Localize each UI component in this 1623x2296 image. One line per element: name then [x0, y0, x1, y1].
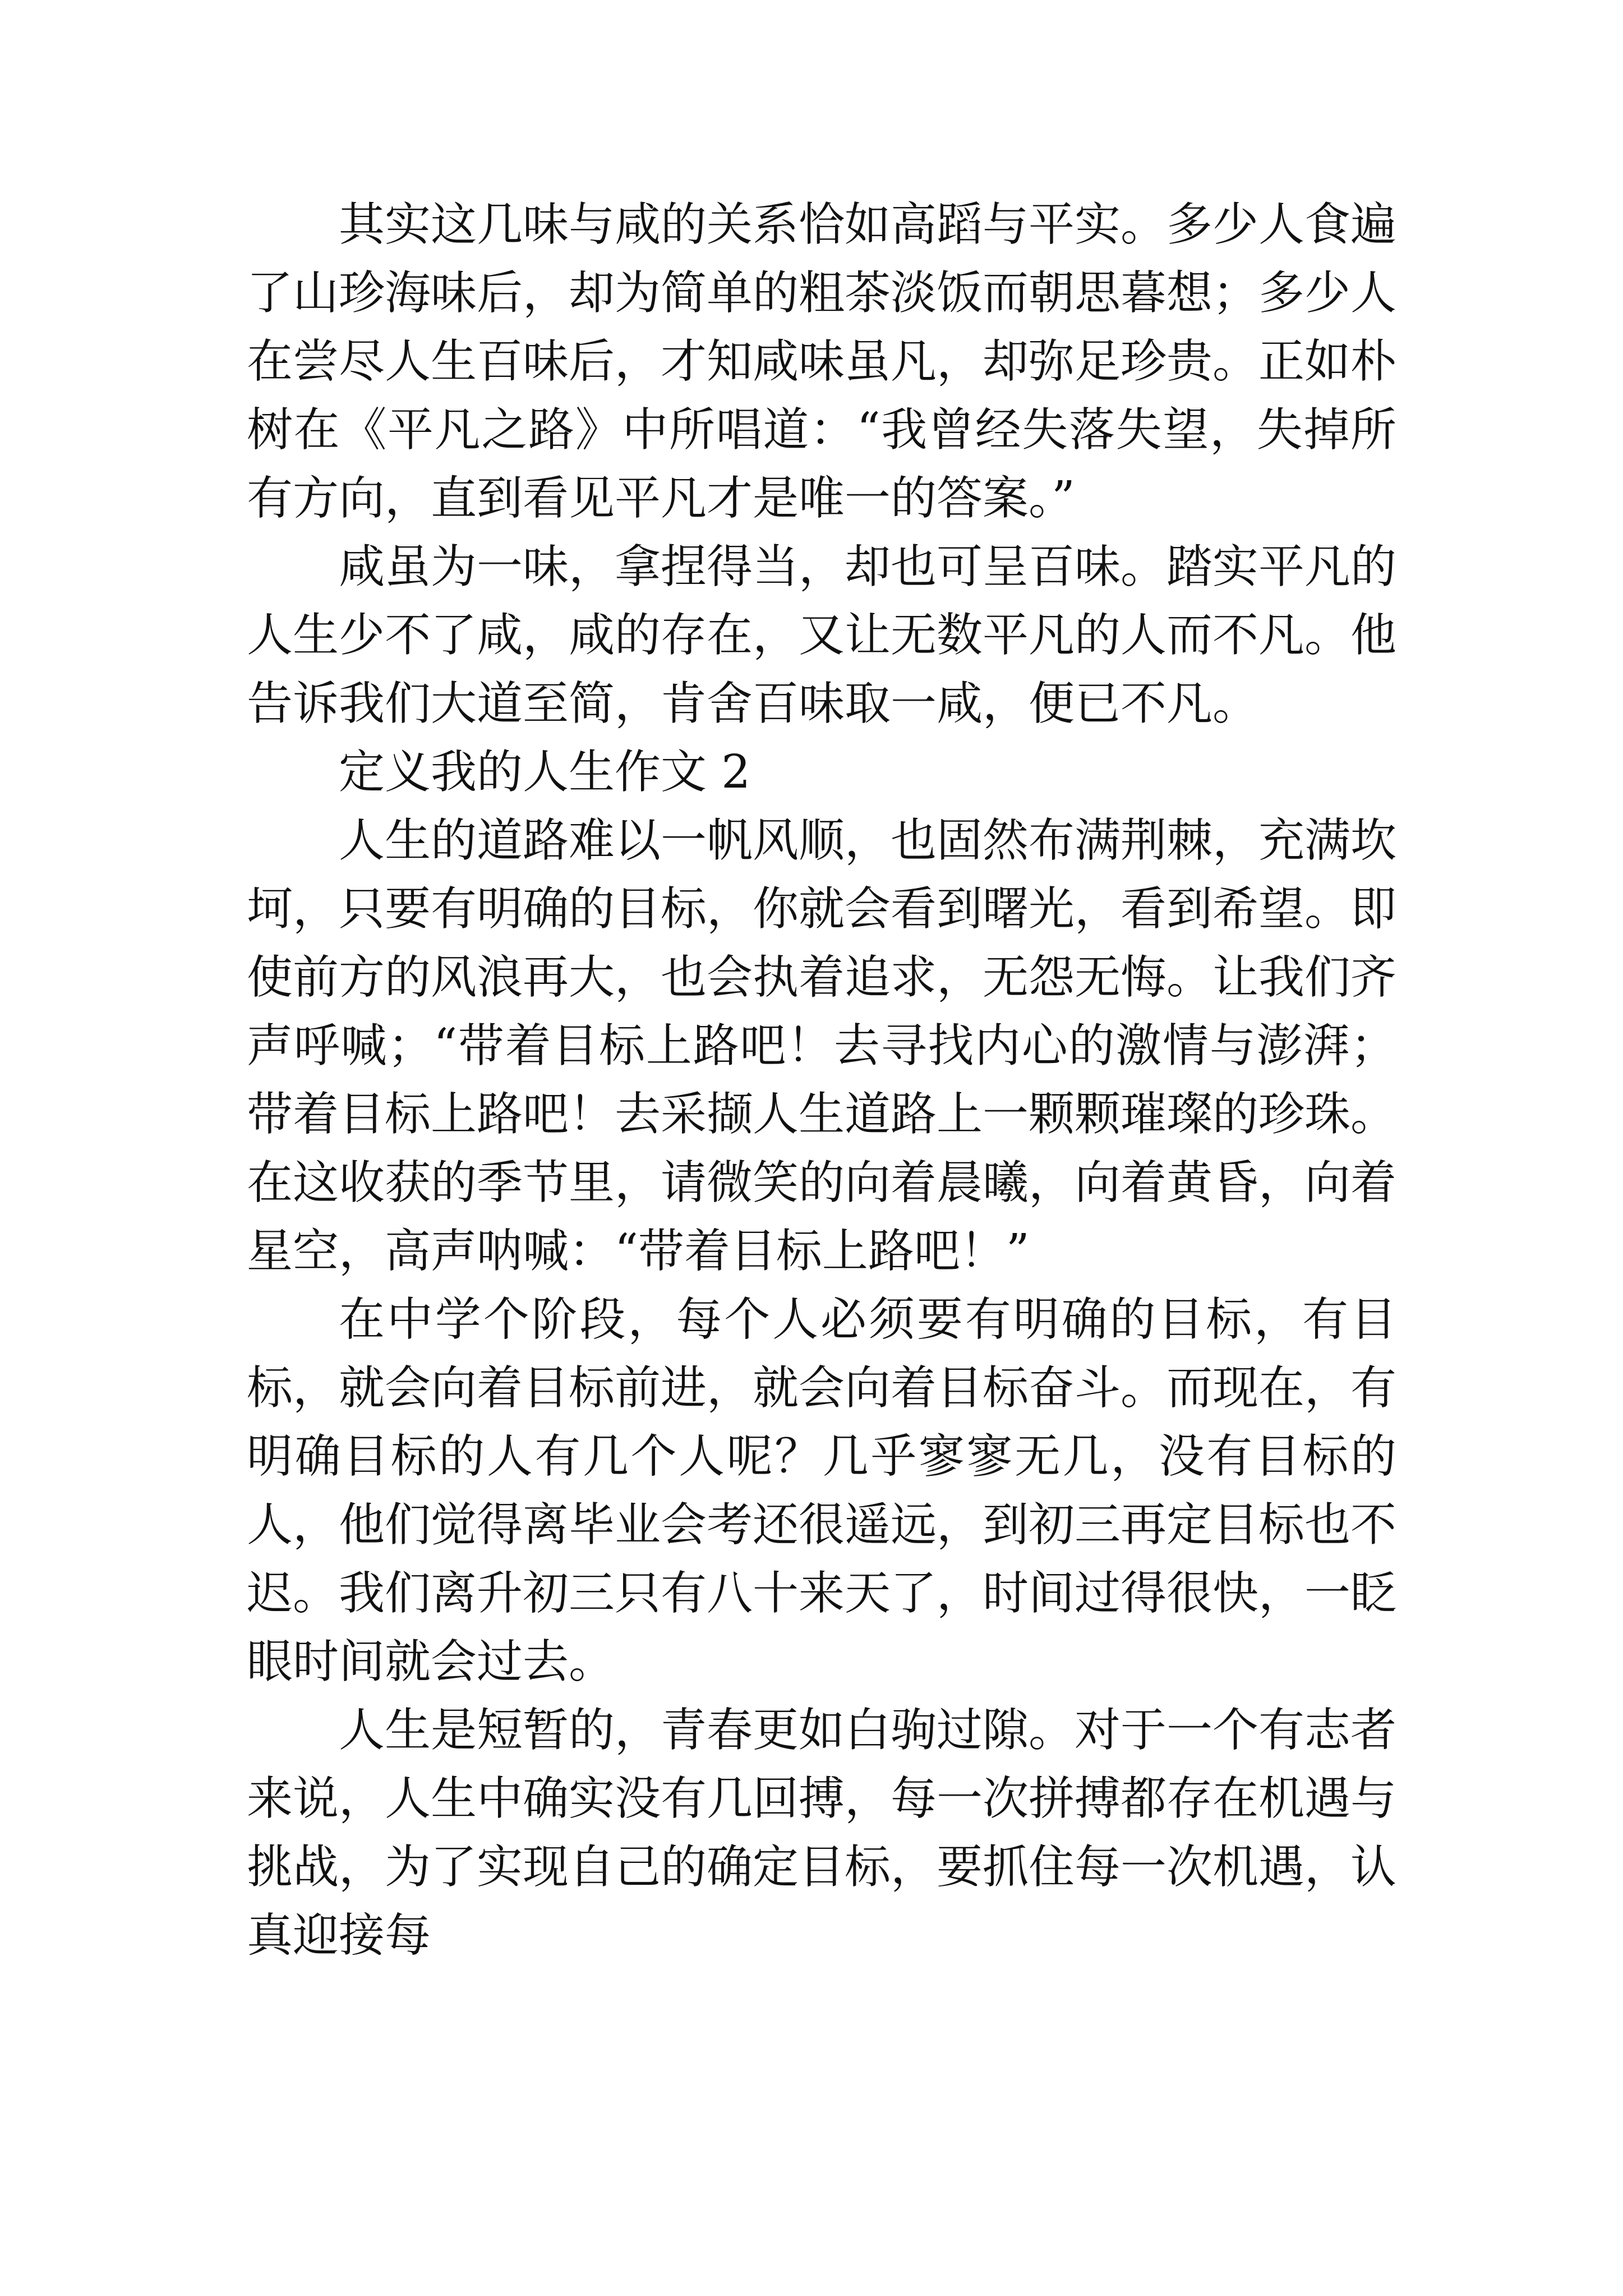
paragraph-1: 其实这几味与咸的关系恰如高蹈与平实。多少人食遍了山珍海味后，却为简单的粗茶淡饭而朝思暮想；多少人在尝尽人生百味后，才知咸味虽凡，却弥足珍贵。正如朴树在《平凡之路》中所唱道：“我曾经失落失望，失掉所有方向，直到看见平凡才是唯一的答案。” — [247, 198, 1397, 525]
section-heading: 定义我的人生作文 2 — [339, 746, 751, 799]
document-body — [247, 191, 1396, 1970]
paragraph-3: 人生的道路难以一帆风顺，也固然布满荆棘，充满坎坷，只要有明确的目标，你就会看到曙光，看到希望。即使前方的风浪再大，也会执着追求，无怨无悔。让我们齐声呼喊；“带着目标上路吧！去寻找内心的激情与澎湃；带着目标上路吧！去采撷人生道路上一颗颗璀璨的珍珠。在这收获的季节里，请微笑的向着晨曦，向着黄昏，向着星空，高声呐喊：“带着目标上路吧！” — [247, 814, 1397, 1278]
paragraph-5: 人生是短暂的，青春更如白驹过隙。对于一个有志者来说，人生中确实没有几回搏，每一次拼搏都存在机遇与挑战，为了实现自己的确定目标，要抓住每一次机遇，认真迎接每 — [247, 1704, 1397, 1962]
paragraph-2: 咸虽为一味，拿捏得当，却也可呈百味。踏实平凡的人生少不了咸，咸的存在，又让无数平凡的人而不凡。他告诉我们大道至简，肯舍百味取一咸，便已不凡。 — [247, 540, 1397, 730]
paragraph-4: 在中学个阶段，每个人必须要有明确的目标，有目标，就会向着目标前进，就会向着目标奋斗。而现在，有明确目标的人有几个人呢？几乎寥寥无几，没有目标的人，他们觉得离毕业会考还很遥远，到初三再定目标也不迟。我们离升初三只有八十来天了，时间过得很快，一眨眼时间就会过去。 — [247, 1293, 1397, 1688]
